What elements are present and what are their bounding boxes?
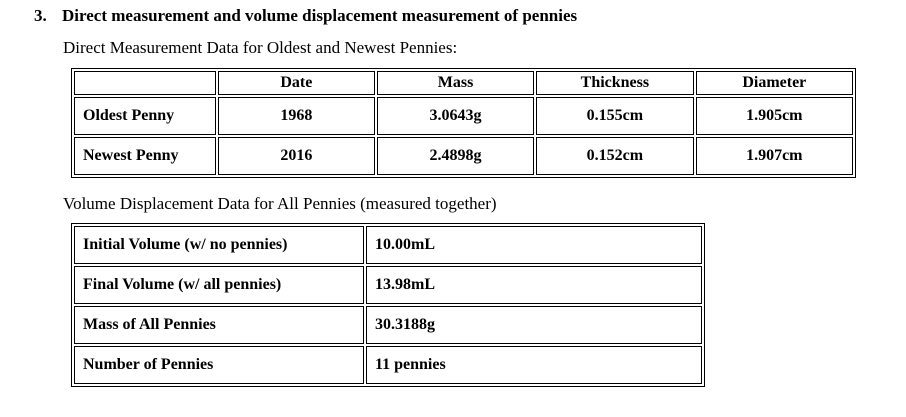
row-label: Number of Pennies bbox=[74, 346, 364, 384]
table-row bbox=[74, 306, 702, 344]
table-header-row bbox=[74, 71, 853, 95]
header-cell-mass: Mass bbox=[377, 71, 534, 95]
volume-displacement-caption: Volume Displacement Data for All Pennies (measured together) bbox=[63, 194, 497, 213]
table-row bbox=[74, 266, 702, 304]
header-cell-date: Date bbox=[218, 71, 375, 95]
section-heading bbox=[34, 6, 577, 26]
thickness-cell: 0.152cm bbox=[536, 137, 693, 175]
diameter-cell: 1.905cm bbox=[696, 97, 853, 135]
mass-cell: 3.0643g bbox=[377, 97, 534, 135]
value-cell: 30.3188g bbox=[366, 306, 702, 344]
header-cell-thickness: Thickness bbox=[536, 71, 693, 95]
section-number: 3. bbox=[34, 6, 47, 25]
direct-measurement-table bbox=[71, 68, 856, 178]
value-cell: 13.98mL bbox=[366, 266, 702, 304]
date-cell: 1968 bbox=[218, 97, 375, 135]
row-label: Mass of All Pennies bbox=[74, 306, 364, 344]
value-cell: 11 pennies bbox=[366, 346, 702, 384]
section-title: Direct measurement and volume displacement measurement of pennies bbox=[62, 6, 578, 25]
row-label: Newest Penny bbox=[74, 137, 216, 175]
row-label: Initial Volume (w/ no pennies) bbox=[74, 226, 364, 264]
date-cell: 2016 bbox=[218, 137, 375, 175]
table-row bbox=[74, 226, 702, 264]
table-row bbox=[74, 346, 702, 384]
value-cell: 10.00mL bbox=[366, 226, 702, 264]
thickness-cell: 0.155cm bbox=[536, 97, 693, 135]
header-cell-diameter: Diameter bbox=[696, 71, 853, 95]
volume-displacement-table bbox=[71, 223, 705, 387]
table-row-newest-penny bbox=[74, 137, 853, 175]
row-label: Final Volume (w/ all pennies) bbox=[74, 266, 364, 304]
header-cell-empty bbox=[74, 71, 216, 95]
diameter-cell: 1.907cm bbox=[696, 137, 853, 175]
row-label: Oldest Penny bbox=[74, 97, 216, 135]
table-row-oldest-penny bbox=[74, 97, 853, 135]
mass-cell: 2.4898g bbox=[377, 137, 534, 175]
direct-measurement-caption: Direct Measurement Data for Oldest and Newest Pennies: bbox=[63, 38, 458, 57]
